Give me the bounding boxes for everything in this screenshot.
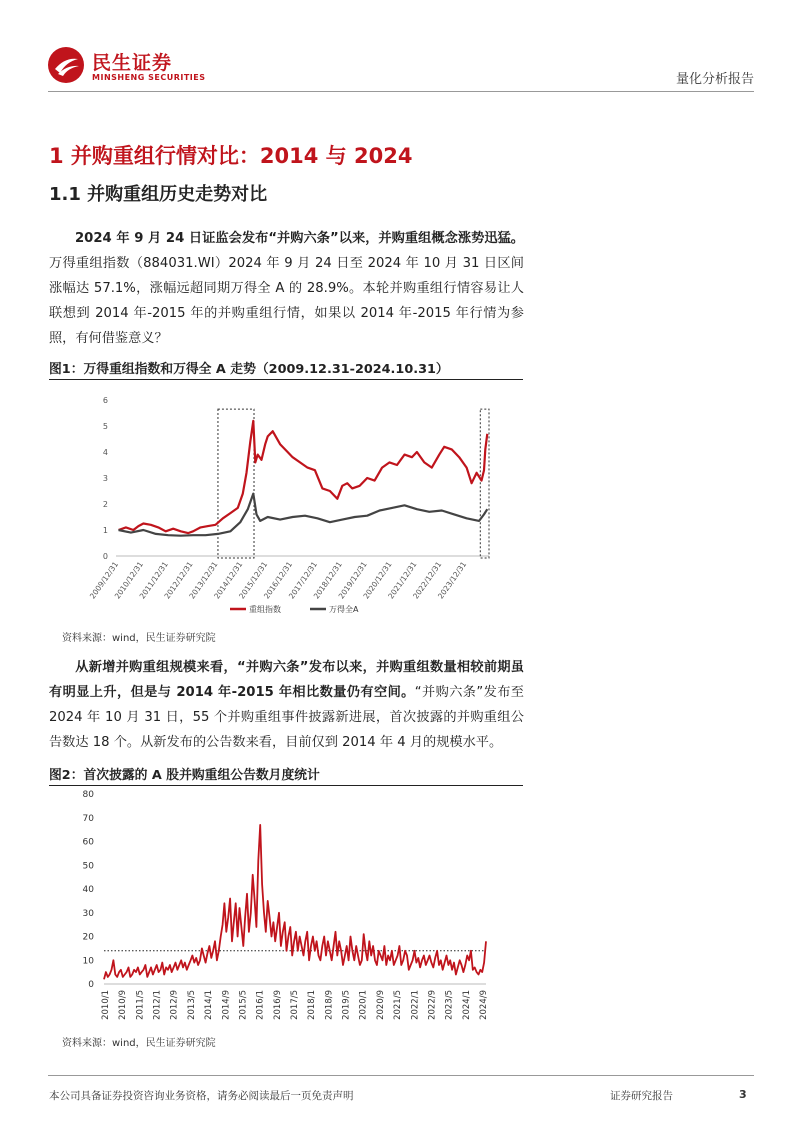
y-tick-label: 70 bbox=[82, 813, 94, 824]
y-tick-label: 50 bbox=[82, 861, 94, 872]
section-heading: 1 并购重组行情对比：2014 与 2024 bbox=[49, 144, 413, 168]
x-tick-label: 2023/12/31 bbox=[436, 559, 469, 601]
x-tick-label: 2014/12/31 bbox=[212, 559, 245, 601]
x-tick-label: 2018/12/31 bbox=[311, 559, 344, 601]
y-tick-label: 60 bbox=[82, 837, 94, 848]
x-tick-label: 2019/12/31 bbox=[336, 559, 369, 601]
y-tick-label: 80 bbox=[82, 790, 94, 800]
paragraph-1-body: 万得重组指数（884031.WI）2024 年 9 月 24 日至 2024 年 10 月 31 日区间涨幅达 57.1%，涨幅远超同期万得全 A 的 28.9%。本轮并购重组行情容易让人联想到 2014 年-2015 年的并购重组行情，如果以 2014 年-2015 年行情为参照，有何借鉴意义？ bbox=[49, 256, 524, 346]
x-tick-label: 2015/5 bbox=[238, 990, 249, 1020]
figure-2-title: 图2：首次披露的 A 股并购重组公告数月度统计 bbox=[49, 764, 523, 786]
header-divider bbox=[48, 91, 754, 92]
y-tick-label: 3 bbox=[102, 474, 108, 483]
x-tick-label: 2021/12/31 bbox=[386, 559, 419, 601]
x-tick-label: 2022/9 bbox=[427, 990, 438, 1020]
figure-1-chart bbox=[84, 390, 514, 622]
y-tick-label: 2 bbox=[102, 500, 108, 509]
x-tick-label: 2021/5 bbox=[393, 990, 404, 1020]
x-tick-label: 2016/9 bbox=[272, 990, 283, 1020]
x-tick-label: 2019/5 bbox=[341, 990, 352, 1020]
figure-2-series bbox=[104, 825, 486, 979]
x-tick-label: 2011/12/31 bbox=[137, 559, 170, 601]
x-tick-label: 2017/12/31 bbox=[286, 559, 320, 601]
x-tick-label: 2024/9 bbox=[479, 990, 489, 1020]
x-tick-label: 2022/12/31 bbox=[411, 559, 444, 601]
legend-label: 重组指数 bbox=[249, 605, 281, 614]
report-type: 量化分析报告 bbox=[675, 72, 754, 87]
figure-1-x-ticks bbox=[88, 560, 468, 601]
x-tick-label: 2018/1 bbox=[307, 990, 318, 1020]
page-number: 3 bbox=[739, 1088, 747, 1101]
figure-2-chart bbox=[62, 786, 502, 1026]
figure-2-source: 资料来源：wind，民生证券研究院 bbox=[62, 1038, 216, 1049]
x-tick-label: 2009/12/31 bbox=[87, 559, 121, 601]
x-tick-label: 2010/9 bbox=[118, 990, 129, 1020]
y-tick-label: 0 bbox=[88, 980, 94, 990]
x-tick-label: 2012/1 bbox=[152, 990, 163, 1020]
footer-doc-type: 证券研究报告 bbox=[610, 1090, 673, 1102]
x-tick-label: 2020/9 bbox=[375, 990, 386, 1020]
y-tick-label: 20 bbox=[82, 932, 94, 943]
figure-1-highlight-windows bbox=[218, 409, 489, 558]
x-tick-label: 2011/5 bbox=[135, 990, 146, 1020]
x-tick-label: 2024/1 bbox=[461, 990, 472, 1020]
figure-2-y-ticks bbox=[83, 790, 95, 990]
footer-disclaimer: 本公司具备证券投资咨询业务资格，请务必阅读最后一页免责声明 bbox=[49, 1090, 354, 1102]
company-logo-english: MINSHENG SECURITIES bbox=[92, 73, 206, 82]
y-tick-label: 4 bbox=[102, 448, 108, 457]
figure-1-y-ticks bbox=[103, 396, 108, 561]
y-tick-label: 40 bbox=[82, 885, 94, 895]
x-tick-label: 2014/9 bbox=[221, 990, 232, 1020]
figure-1-legend bbox=[230, 604, 359, 614]
figure-1-source: 资料来源：wind，民生证券研究院 bbox=[62, 633, 216, 644]
paragraph-2-lead: 从新增并购重组规模来看，“并购六条”发布以来，并购重组数量相较前期虽有明显上升，但是与 2014 年-2015 年相比数量仍有空间。 bbox=[49, 660, 524, 700]
figure-1-series bbox=[119, 421, 488, 536]
paragraph-1-lead: 2024 年 9 月 24 日证监会发布“并购六条”以来，并购重组概念涨势迅猛。 bbox=[75, 231, 524, 246]
y-tick-label: 5 bbox=[102, 422, 108, 431]
figure-2-x-ticks bbox=[101, 990, 489, 1020]
y-tick-label: 10 bbox=[82, 956, 94, 967]
y-tick-label: 1 bbox=[102, 526, 108, 535]
x-tick-label: 2013/12/31 bbox=[187, 559, 220, 601]
y-tick-label: 0 bbox=[102, 552, 108, 561]
x-tick-label: 2015/12/31 bbox=[237, 559, 270, 601]
x-tick-label: 2020/12/31 bbox=[361, 559, 394, 601]
x-tick-label: 2012/9 bbox=[169, 990, 180, 1020]
company-logo-name: 民生证券 bbox=[92, 52, 173, 74]
x-tick-label: 2012/12/31 bbox=[162, 559, 195, 601]
highlight-window-1 bbox=[218, 409, 254, 558]
x-tick-label: 2014/1 bbox=[204, 990, 215, 1020]
x-tick-label: 2020/1 bbox=[358, 990, 369, 1020]
x-tick-label: 2013/5 bbox=[186, 990, 197, 1020]
x-tick-label: 2016/1 bbox=[255, 990, 266, 1020]
subsection-heading: 1.1 并购重组历史走势对比 bbox=[49, 184, 268, 205]
highlight-window-2 bbox=[480, 409, 489, 558]
figure-1-title: 图1：万得重组指数和万得全 A 走势（2009.12.31-2024.10.31） bbox=[49, 358, 523, 380]
series-line-1 bbox=[104, 825, 486, 979]
paragraph-2 bbox=[49, 655, 524, 755]
x-tick-label: 2023/5 bbox=[444, 990, 455, 1020]
legend-label: 万得全A bbox=[329, 605, 359, 614]
x-tick-label: 2016/12/31 bbox=[261, 559, 295, 601]
x-tick-label: 2018/9 bbox=[324, 990, 335, 1020]
footer-divider bbox=[48, 1075, 754, 1076]
x-tick-label: 2010/1 bbox=[101, 990, 111, 1020]
x-tick-label: 2010/12/31 bbox=[112, 559, 145, 601]
logo-swoosh-icon bbox=[48, 47, 84, 83]
paragraph-2-body: “并购六条”发布至 2024 年 10 月 31 日，55 个并购重组事件披露新进展，首次披露的并购重组公告数达 18 个。从新发布的公告数来看，目前仅到 2014 年 4 月的规模水平。 bbox=[49, 685, 524, 750]
x-tick-label: 2017/5 bbox=[290, 990, 300, 1020]
paragraph-1 bbox=[49, 226, 524, 351]
x-tick-label: 2022/1 bbox=[410, 990, 421, 1020]
y-tick-label: 6 bbox=[102, 396, 108, 405]
company-logo-mark bbox=[48, 47, 84, 83]
y-tick-label: 30 bbox=[82, 908, 94, 919]
